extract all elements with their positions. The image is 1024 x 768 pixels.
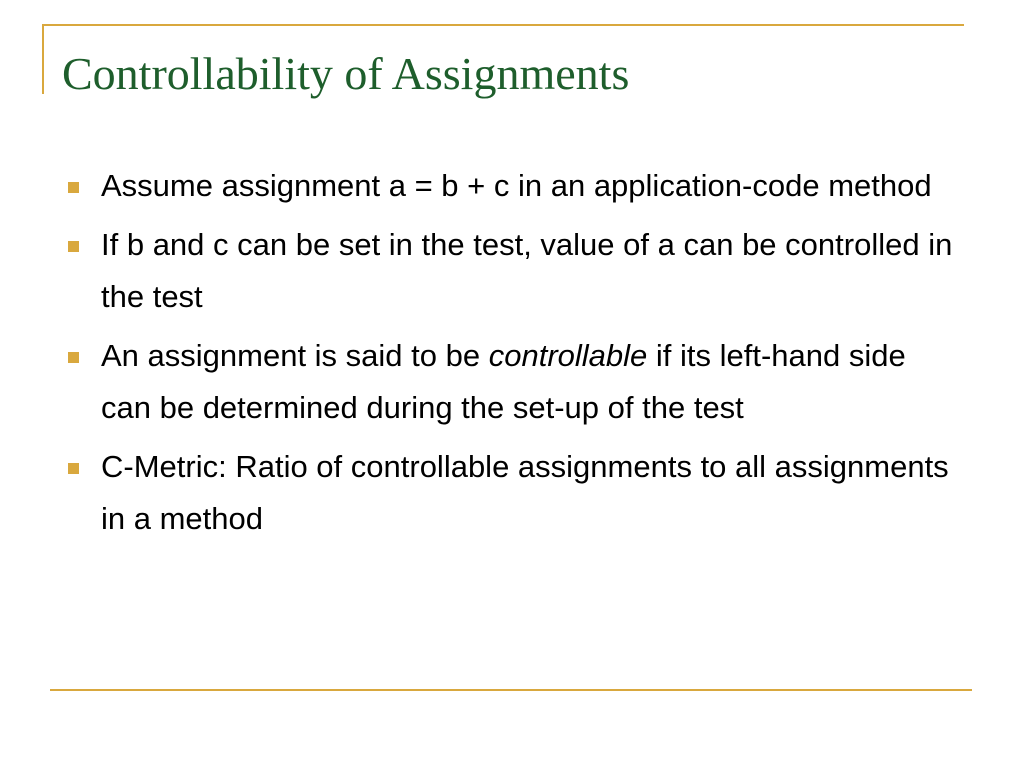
bullet-text-4: C-Metric: Ratio of controllable assignments to all assignments in a method	[101, 449, 949, 536]
square-bullet-icon	[68, 463, 79, 474]
bottom-frame-line	[50, 689, 972, 691]
left-frame-line	[42, 24, 44, 94]
bullet-item-1	[60, 160, 960, 212]
bullet-item-3	[60, 330, 960, 434]
bullet-text-3-emphasis: controllable	[488, 338, 648, 373]
bullet-item-4	[60, 441, 960, 545]
square-bullet-icon	[68, 182, 79, 193]
bullet-text-3-after: if its left-hand side can be determined during the set-up of the test	[101, 338, 906, 425]
bullet-text-2: If b and c can be set in the test, value of a can be controlled in the test	[101, 227, 953, 314]
bullet-text-3-before: An assignment is said to be	[101, 338, 489, 373]
top-frame-line	[42, 24, 964, 26]
bullet-text-1: Assume assignment a = b + c in an application-code method	[101, 168, 932, 203]
square-bullet-icon	[68, 241, 79, 252]
bullet-item-2	[60, 219, 960, 323]
bullet-list	[60, 160, 960, 552]
slide-title: Controllability of Assignments	[62, 48, 630, 99]
square-bullet-icon	[68, 352, 79, 363]
